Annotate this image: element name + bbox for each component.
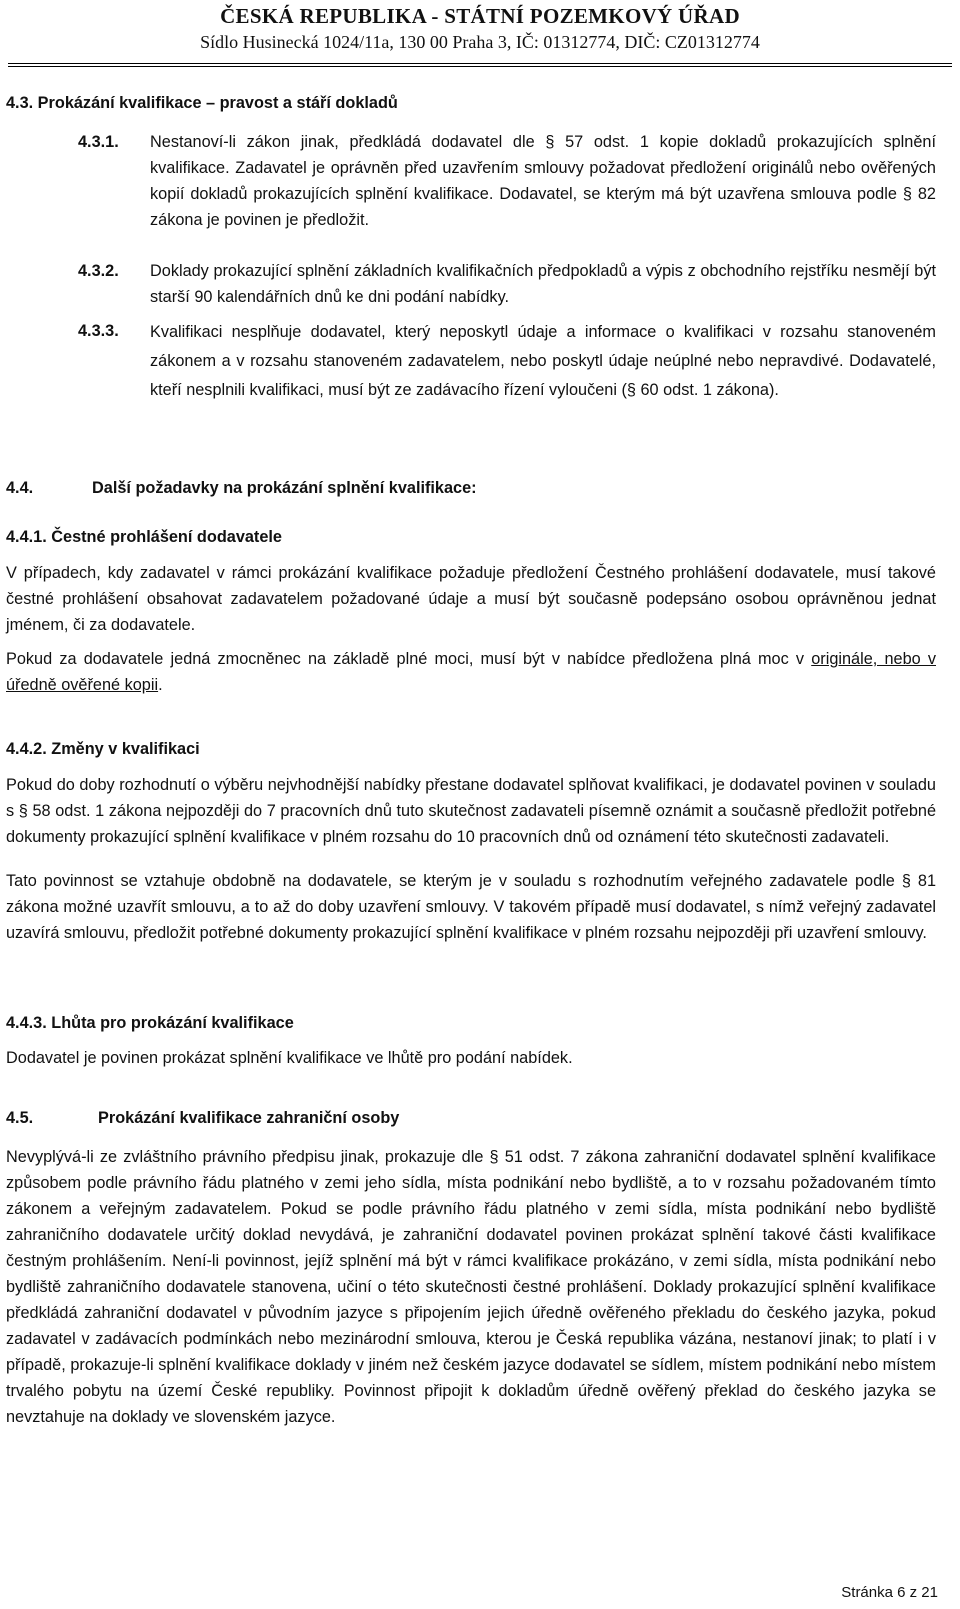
subsection-heading-4-4-1: 4.4.1. Čestné prohlášení dodavatele <box>6 528 282 546</box>
header-title: ČESKÁ REPUBLIKA - STÁTNÍ POZEMKOVÝ ÚŘAD <box>220 4 740 28</box>
subsection-heading-4-4-3: 4.4.3. Lhůta pro prokázání kvalifikace <box>6 1014 294 1032</box>
paragraph-4-4-1-a: V případech, kdy zadavatel v rámci prokázání kvalifikace požaduje předložení Čestného prohlášení dodavatele, musí takové čestné prohlášení obsahovat zadavatelem požadované údaje a musí být současně podepsáno osobou oprávněnou jednat jménem, či za dodavatele. <box>6 564 936 634</box>
header-divider <box>8 63 952 64</box>
paragraph-4-4-2-b: Tato povinnost se vztahuje obdobně na dodavatele, se kterým je v souladu s rozhodnutím veřejného zadavatele podle § 81 zákona možné uzavřít smlouvu, a to až do doby uzavření smlouvy. V takovém případě musí dodavatel, s nímž veřejný zadavatel uzavírá smlouvu, předložit potřebné dokumenty prokazující splnění kvalifikace v plném rozsahu nejpozději při uzavření smlouvy. <box>6 872 936 942</box>
header-divider <box>8 66 952 67</box>
page-header <box>0 0 960 66</box>
section-heading-4-5: Prokázání kvalifikace zahraniční osoby <box>98 1109 400 1127</box>
header-address: Sídlo Husinecká 1024/11a, 130 00 Praha 3, IČ: 01312774, DIČ: CZ01312774 <box>200 32 760 52</box>
paragraph-4-4-3: Dodavatel je povinen prokázat splnění kvalifikace ve lhůtě pro podání nabídek. <box>6 1049 573 1067</box>
paragraph-4-4-2-a: Pokud do doby rozhodnutí o výběru nejvhodnější nabídky přestane dodavatel splňovat kvalifikaci, je dodavatel povinen v souladu s § 58 odst. 1 zákona nejpozději do 7 pracovních dnů tuto skutečnost zadavateli písemně oznámit a současně předložit potřebné dokumenty prokazující splnění kvalifikace v plném rozsahu do 10 pracovních dnů od oznámení této skutečnosti zadavateli. <box>6 776 936 846</box>
paragraph-4-5: Nevyplývá-li ze zvláštního právního předpisu jinak, prokazuje dle § 51 odst. 7 zákona zahraniční dodavatel splnění kvalifikace způsobem podle právního řádu platného v zemi jeho sídla, místa podnikání nebo bydliště, a to v rozsahu požadovaném tímto zákonem a veřejným zadavatelem. Pokud se podle právního řádu platného v zemi sídla, místa podnikání nebo bydliště zahraničního dodavatele určitý doklad nevydává, je zahraniční dodavatel povinen prokázat splnění takové části kvalifikace čestným prohlášením. Není-li povinnost, jejíž splnění má být v rámci kvalifikace prokázáno, v zemi sídla, místa podnikání nebo bydliště zahraničního dodavatele stanovena, učiní o této skutečnosti čestné prohlášení. Doklady prokazující splnění kvalifikace předkládá zahraniční dodavatel v původním jazyce s připojením jejich úředně ověřeného překladu do českého jazyka, pokud zadavatel v zadávacích podmínkách nebo mezinárodní smlouva, kterou je Česká republika vázána, nestanoví jinak; to platí i v případě, prokazuje-li splnění kvalifikace doklady v jiném než českém jazyce dodavatel se sídlem, místem podnikání nebo místem trvalého pobytu na území České republiky. Povinnost připojit k dokladům úředně ověřený překlad do českého jazyka se nevztahuje na doklady ve slovenském jazyce. <box>6 1148 936 1426</box>
section-heading-4-3: 4.3. Prokázání kvalifikace – pravost a stáří dokladů <box>6 94 398 112</box>
paragraph-4-3-3: Kvalifikaci nesplňuje dodavatel, který neposkytl údaje a informace o kvalifikaci v rozsahu stanoveném zákonem a v rozsahu stanoveném zadavatelem, nebo poskytl údaje neúplné nebo nepravdivé. Dodavatelé, kteří nesplnili kvalifikaci, musí být ze zadávacího řízení vyloučeni (§ 60 odst. 1 zákona). <box>150 323 936 399</box>
paragraph-number-4-3-3: 4.3.3. <box>78 322 119 340</box>
paragraph-number-4-3-1: 4.3.1. <box>78 133 119 151</box>
paragraph-4-3-1: Nestanoví-li zákon jinak, předkládá dodavatel dle § 57 odst. 1 kopie dokladů prokazujících splnění kvalifikace. Zadavatel je oprávněn před uzavřením smlouvy požadovat předložení originálů nebo ověřených kopií dokladů prokazujících splnění kvalifikace. Dodavatel, se kterým má být uzavřena smlouva podle § 82 zákona je povinen je předložit. <box>150 133 936 229</box>
section-heading-4-4: Další požadavky na prokázání splnění kvalifikace: <box>92 479 477 497</box>
subsection-heading-4-4-2: 4.4.2. Změny v kvalifikaci <box>6 740 200 758</box>
section-number-4-5: 4.5. <box>6 1109 34 1127</box>
section-number-4-4: 4.4. <box>6 479 34 497</box>
underlined-phrase: originále, nebo v úředně ověřené kopii <box>6 650 936 694</box>
paragraph-4-4-1-b: Pokud za dodavatele jedná zmocněnec na základě plné moci, musí být v nabídce předložena plná moc v originále, nebo v úředně ověřené kopii. <box>6 650 936 694</box>
page-number: Stránka 6 z 21 <box>841 1584 938 1601</box>
paragraph-number-4-3-2: 4.3.2. <box>78 262 119 280</box>
paragraph-4-3-2: Doklady prokazující splnění základních kvalifikačních předpokladů a výpis z obchodního rejstříku nesmějí být starší 90 kalendářních dnů ke dni podání nabídky. <box>150 262 936 306</box>
